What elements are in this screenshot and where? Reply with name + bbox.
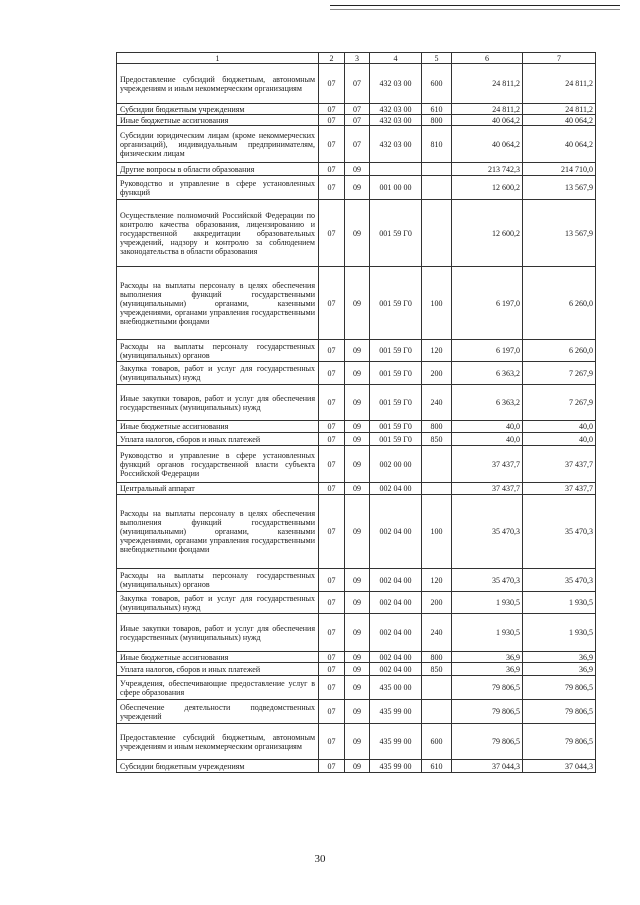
row-target-item-cell: 001 59 Г0 — [370, 200, 422, 267]
row-amount-year2-cell: 214 710,0 — [523, 163, 596, 176]
row-target-item-cell: 001 59 Г0 — [370, 362, 422, 385]
row-name-cell: Субсидии бюджетным учреждениям — [117, 760, 319, 773]
table-row — [117, 340, 596, 362]
row-amount-year1-cell: 35 470,3 — [452, 569, 523, 592]
header-col-6: 6 — [452, 53, 523, 64]
row-section-cell: 07 — [319, 267, 345, 340]
table-header-row — [117, 53, 596, 64]
row-subsection-cell: 09 — [345, 614, 370, 652]
row-target-item-cell: 002 04 00 — [370, 614, 422, 652]
table-row — [117, 700, 596, 724]
row-amount-year1-cell: 6 197,0 — [452, 340, 523, 362]
row-target-item-cell: 001 59 Г0 — [370, 340, 422, 362]
row-amount-year2-cell: 36,9 — [523, 652, 596, 663]
row-expense-type-cell: 800 — [422, 652, 452, 663]
header-col-2: 2 — [319, 53, 345, 64]
row-amount-year1-cell: 6 363,2 — [452, 362, 523, 385]
row-section-cell: 07 — [319, 115, 345, 126]
row-expense-type-cell: 800 — [422, 421, 452, 433]
row-section-cell: 07 — [319, 592, 345, 614]
header-col-4: 4 — [370, 53, 422, 64]
row-amount-year2-cell: 13 567,9 — [523, 176, 596, 200]
table-row — [117, 267, 596, 340]
table-row — [117, 104, 596, 115]
row-subsection-cell: 09 — [345, 421, 370, 433]
row-section-cell: 07 — [319, 676, 345, 700]
row-expense-type-cell: 200 — [422, 362, 452, 385]
row-amount-year2-cell: 35 470,3 — [523, 569, 596, 592]
row-target-item-cell: 432 03 00 — [370, 126, 422, 163]
header-col-5: 5 — [422, 53, 452, 64]
row-amount-year2-cell: 40,0 — [523, 433, 596, 446]
row-target-item-cell: 002 04 00 — [370, 652, 422, 663]
row-subsection-cell: 07 — [345, 115, 370, 126]
row-target-item-cell: 002 04 00 — [370, 592, 422, 614]
header-rule — [330, 5, 620, 6]
table-row — [117, 569, 596, 592]
row-amount-year1-cell: 213 742,3 — [452, 163, 523, 176]
row-section-cell: 07 — [319, 163, 345, 176]
row-amount-year1-cell: 79 806,5 — [452, 724, 523, 760]
row-target-item-cell: 435 99 00 — [370, 724, 422, 760]
row-section-cell: 07 — [319, 433, 345, 446]
row-expense-type-cell — [422, 676, 452, 700]
row-name-cell: Предоставление субсидий бюджетным, автономным учреждениям и иным некоммерческим организациям — [117, 724, 319, 760]
row-section-cell: 07 — [319, 614, 345, 652]
row-expense-type-cell: 200 — [422, 592, 452, 614]
row-amount-year1-cell: 40,0 — [452, 421, 523, 433]
row-name-cell: Расходы на выплаты персоналу государственных (муниципальных) органов — [117, 569, 319, 592]
row-expense-type-cell: 600 — [422, 64, 452, 104]
row-name-cell: Расходы на выплаты персоналу государственных (муниципальных) органов — [117, 340, 319, 362]
row-section-cell: 07 — [319, 385, 345, 421]
row-subsection-cell: 09 — [345, 176, 370, 200]
row-section-cell: 07 — [319, 340, 345, 362]
row-name-cell: Иные бюджетные ассигнования — [117, 652, 319, 663]
row-amount-year1-cell: 35 470,3 — [452, 495, 523, 569]
row-expense-type-cell: 810 — [422, 126, 452, 163]
table-row — [117, 495, 596, 569]
table-row — [117, 614, 596, 652]
row-name-cell: Расходы на выплаты персоналу в целях обеспечения выполнения функций государственными (муниципальными) органами, казенными учреждениями, органами управления государственными внебюджетными фондами — [117, 495, 319, 569]
row-expense-type-cell: 120 — [422, 340, 452, 362]
row-amount-year1-cell: 79 806,5 — [452, 700, 523, 724]
row-amount-year1-cell: 1 930,5 — [452, 592, 523, 614]
row-amount-year2-cell: 1 930,5 — [523, 592, 596, 614]
row-name-cell: Расходы на выплаты персоналу в целях обеспечения выполнения функций государственными (муниципальными) органами, казенными учреждениями, органами управления государственными внебюджетными фондами — [117, 267, 319, 340]
table-row — [117, 652, 596, 663]
row-amount-year2-cell: 7 267,9 — [523, 385, 596, 421]
row-name-cell: Осуществление полномочий Российской Федерации по контролю качества образования, лицензированию и государственной аккредитации образовательных учреждений, надзору и контролю за соблюдением законодательства в области образования — [117, 200, 319, 267]
row-expense-type-cell: 610 — [422, 760, 452, 773]
row-name-cell: Руководство и управление в сфере установленных функций органов государственной власти субъекта Российской Федерации — [117, 446, 319, 483]
row-subsection-cell: 09 — [345, 433, 370, 446]
row-expense-type-cell: 850 — [422, 433, 452, 446]
row-name-cell: Учреждения, обеспечивающие предоставление услуг в сфере образования — [117, 676, 319, 700]
table-row — [117, 115, 596, 126]
table-row — [117, 126, 596, 163]
row-name-cell: Уплата налогов, сборов и иных платежей — [117, 663, 319, 676]
budget-table — [116, 52, 596, 773]
row-name-cell: Обеспечение деятельности подведомственных учреждений — [117, 700, 319, 724]
row-section-cell: 07 — [319, 64, 345, 104]
row-expense-type-cell — [422, 483, 452, 495]
table-body — [117, 64, 596, 773]
row-amount-year2-cell: 1 930,5 — [523, 614, 596, 652]
row-amount-year2-cell: 13 567,9 — [523, 200, 596, 267]
row-amount-year2-cell: 79 806,5 — [523, 724, 596, 760]
row-section-cell: 07 — [319, 663, 345, 676]
row-amount-year1-cell: 36,9 — [452, 652, 523, 663]
row-name-cell: Предоставление субсидий бюджетным, автономным учреждениям и иным некоммерческим организациям — [117, 64, 319, 104]
row-expense-type-cell: 600 — [422, 724, 452, 760]
row-subsection-cell: 07 — [345, 64, 370, 104]
row-amount-year1-cell: 24 811,2 — [452, 64, 523, 104]
row-amount-year2-cell: 37 437,7 — [523, 446, 596, 483]
row-name-cell: Иные закупки товаров, работ и услуг для обеспечения государственных (муниципальных) нужд — [117, 614, 319, 652]
table-row — [117, 385, 596, 421]
row-name-cell: Иные бюджетные ассигнования — [117, 421, 319, 433]
row-target-item-cell: 001 59 Г0 — [370, 433, 422, 446]
row-target-item-cell: 432 03 00 — [370, 115, 422, 126]
row-section-cell: 07 — [319, 126, 345, 163]
row-subsection-cell: 09 — [345, 592, 370, 614]
row-amount-year2-cell: 37 437,7 — [523, 483, 596, 495]
row-subsection-cell: 09 — [345, 724, 370, 760]
row-name-cell: Субсидии бюджетным учреждениям — [117, 104, 319, 115]
row-subsection-cell: 07 — [345, 104, 370, 115]
row-section-cell: 07 — [319, 200, 345, 267]
row-amount-year1-cell: 40,0 — [452, 433, 523, 446]
row-amount-year2-cell: 6 260,0 — [523, 340, 596, 362]
row-amount-year2-cell: 37 044,3 — [523, 760, 596, 773]
row-amount-year2-cell: 24 811,2 — [523, 64, 596, 104]
row-target-item-cell: 001 59 Г0 — [370, 421, 422, 433]
table-row — [117, 64, 596, 104]
row-amount-year2-cell: 40 064,2 — [523, 126, 596, 163]
row-expense-type-cell: 240 — [422, 385, 452, 421]
row-name-cell: Иные бюджетные ассигнования — [117, 115, 319, 126]
header-col-3: 3 — [345, 53, 370, 64]
row-subsection-cell: 09 — [345, 483, 370, 495]
row-subsection-cell: 09 — [345, 340, 370, 362]
page-number: 30 — [314, 853, 326, 865]
table-row — [117, 483, 596, 495]
table-row — [117, 421, 596, 433]
row-target-item-cell: 002 04 00 — [370, 495, 422, 569]
row-amount-year2-cell: 40 064,2 — [523, 115, 596, 126]
row-amount-year1-cell: 36,9 — [452, 663, 523, 676]
table-row — [117, 176, 596, 200]
row-section-cell: 07 — [319, 724, 345, 760]
table-row — [117, 592, 596, 614]
row-subsection-cell: 09 — [345, 267, 370, 340]
row-expense-type-cell: 800 — [422, 115, 452, 126]
row-expense-type-cell — [422, 446, 452, 483]
row-target-item-cell: 435 99 00 — [370, 760, 422, 773]
row-subsection-cell: 09 — [345, 676, 370, 700]
table-row — [117, 663, 596, 676]
row-name-cell: Иные закупки товаров, работ и услуг для обеспечения государственных (муниципальных) нужд — [117, 385, 319, 421]
row-amount-year2-cell: 7 267,9 — [523, 362, 596, 385]
row-expense-type-cell: 240 — [422, 614, 452, 652]
row-target-item-cell — [370, 163, 422, 176]
row-subsection-cell: 09 — [345, 569, 370, 592]
row-amount-year1-cell: 40 064,2 — [452, 126, 523, 163]
row-target-item-cell: 001 59 Г0 — [370, 267, 422, 340]
row-amount-year2-cell: 40,0 — [523, 421, 596, 433]
row-amount-year1-cell: 37 044,3 — [452, 760, 523, 773]
row-target-item-cell: 002 04 00 — [370, 483, 422, 495]
row-amount-year2-cell: 24 811,2 — [523, 104, 596, 115]
row-amount-year1-cell: 40 064,2 — [452, 115, 523, 126]
row-target-item-cell: 001 59 Г0 — [370, 385, 422, 421]
row-amount-year1-cell: 37 437,7 — [452, 446, 523, 483]
row-subsection-cell: 09 — [345, 385, 370, 421]
row-expense-type-cell: 610 — [422, 104, 452, 115]
row-name-cell: Уплата налогов, сборов и иных платежей — [117, 433, 319, 446]
row-section-cell: 07 — [319, 104, 345, 115]
row-subsection-cell: 09 — [345, 362, 370, 385]
row-subsection-cell: 09 — [345, 700, 370, 724]
row-section-cell: 07 — [319, 483, 345, 495]
row-expense-type-cell — [422, 700, 452, 724]
row-subsection-cell: 09 — [345, 663, 370, 676]
header-col-1: 1 — [117, 53, 319, 64]
row-amount-year2-cell: 36,9 — [523, 663, 596, 676]
row-subsection-cell: 09 — [345, 200, 370, 267]
row-subsection-cell: 09 — [345, 495, 370, 569]
row-expense-type-cell — [422, 163, 452, 176]
header-rule-thin — [330, 9, 620, 10]
row-section-cell: 07 — [319, 495, 345, 569]
row-section-cell: 07 — [319, 421, 345, 433]
table-row — [117, 163, 596, 176]
row-target-item-cell: 001 00 00 — [370, 176, 422, 200]
table-row — [117, 676, 596, 700]
row-amount-year1-cell: 6 197,0 — [452, 267, 523, 340]
row-expense-type-cell — [422, 176, 452, 200]
row-expense-type-cell — [422, 200, 452, 267]
table-row — [117, 724, 596, 760]
row-amount-year2-cell: 6 260,0 — [523, 267, 596, 340]
row-section-cell: 07 — [319, 700, 345, 724]
row-subsection-cell: 09 — [345, 446, 370, 483]
row-amount-year2-cell: 79 806,5 — [523, 676, 596, 700]
row-expense-type-cell: 100 — [422, 267, 452, 340]
table-row — [117, 760, 596, 773]
row-target-item-cell: 435 99 00 — [370, 700, 422, 724]
row-amount-year2-cell: 35 470,3 — [523, 495, 596, 569]
row-section-cell: 07 — [319, 446, 345, 483]
row-section-cell: 07 — [319, 569, 345, 592]
row-target-item-cell: 002 00 00 — [370, 446, 422, 483]
table-row — [117, 433, 596, 446]
row-target-item-cell: 432 03 00 — [370, 64, 422, 104]
row-amount-year1-cell: 24 811,2 — [452, 104, 523, 115]
row-section-cell: 07 — [319, 176, 345, 200]
row-subsection-cell: 09 — [345, 163, 370, 176]
row-amount-year1-cell: 1 930,5 — [452, 614, 523, 652]
row-amount-year1-cell: 37 437,7 — [452, 483, 523, 495]
row-subsection-cell: 09 — [345, 760, 370, 773]
row-target-item-cell: 432 03 00 — [370, 104, 422, 115]
row-section-cell: 07 — [319, 760, 345, 773]
row-amount-year1-cell: 12 600,2 — [452, 200, 523, 267]
row-expense-type-cell: 850 — [422, 663, 452, 676]
row-name-cell: Другие вопросы в области образования — [117, 163, 319, 176]
row-amount-year1-cell: 12 600,2 — [452, 176, 523, 200]
row-subsection-cell: 07 — [345, 126, 370, 163]
table-row — [117, 446, 596, 483]
table-row — [117, 200, 596, 267]
row-target-item-cell: 002 04 00 — [370, 569, 422, 592]
row-name-cell: Субсидии юридическим лицам (кроме некоммерческих организаций), индивидуальным предпринимателям, физическим лицам — [117, 126, 319, 163]
row-subsection-cell: 09 — [345, 652, 370, 663]
table-row — [117, 362, 596, 385]
row-target-item-cell: 002 04 00 — [370, 663, 422, 676]
row-section-cell: 07 — [319, 362, 345, 385]
row-expense-type-cell: 100 — [422, 495, 452, 569]
row-name-cell: Закупка товаров, работ и услуг для государственных (муниципальных) нужд — [117, 362, 319, 385]
row-amount-year1-cell: 6 363,2 — [452, 385, 523, 421]
row-name-cell: Закупка товаров, работ и услуг для государственных (муниципальных) нужд — [117, 592, 319, 614]
row-amount-year2-cell: 79 806,5 — [523, 700, 596, 724]
row-expense-type-cell: 120 — [422, 569, 452, 592]
row-name-cell: Центральный аппарат — [117, 483, 319, 495]
row-amount-year1-cell: 79 806,5 — [452, 676, 523, 700]
header-col-7: 7 — [523, 53, 596, 64]
row-section-cell: 07 — [319, 652, 345, 663]
row-name-cell: Руководство и управление в сфере установленных функций — [117, 176, 319, 200]
row-target-item-cell: 435 00 00 — [370, 676, 422, 700]
